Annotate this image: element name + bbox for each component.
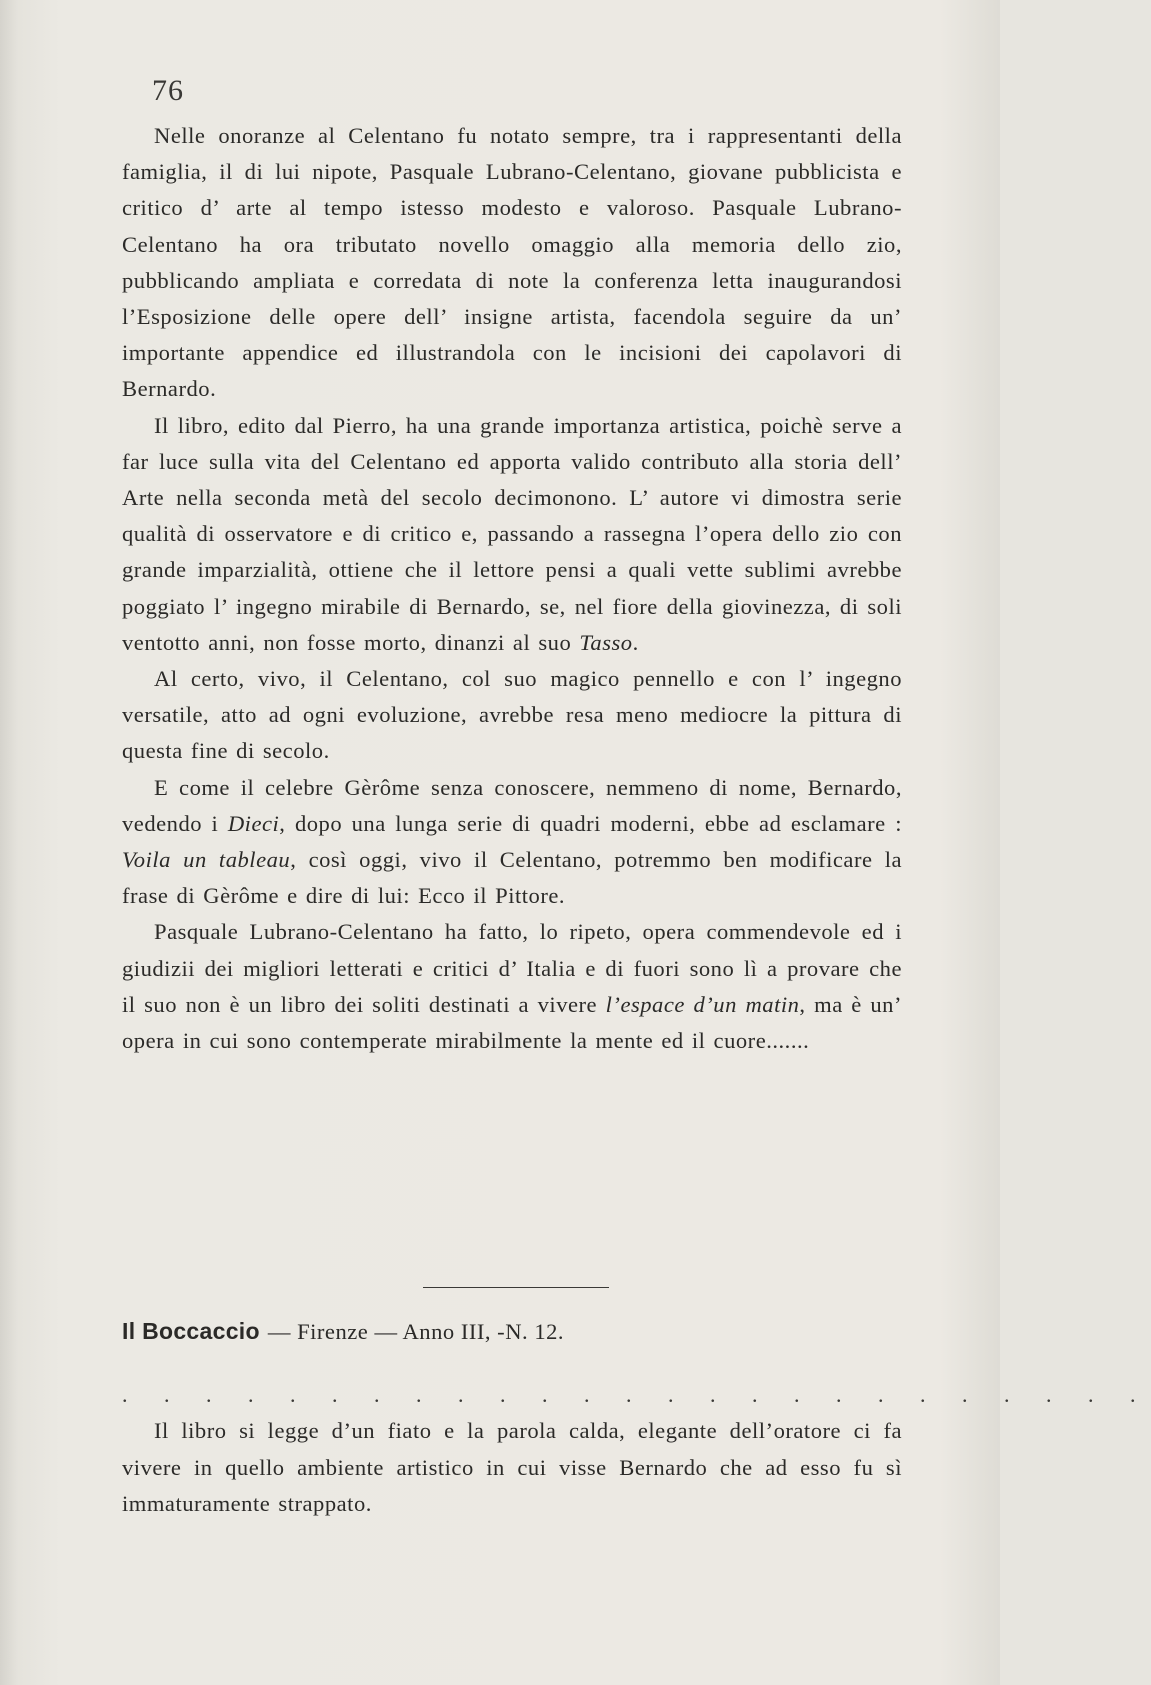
- paragraph-2: [122, 408, 902, 661]
- review-quote: [122, 1413, 902, 1523]
- paragraph-5-italic-a: l’espace d’un matin: [605, 991, 800, 1017]
- paragraph-5: [122, 914, 902, 1059]
- paragraph-1: Nelle onoranze al Celentano fu notato sempre, tra i rappresentanti della famiglia, il di lui nipote, Pasquale Lubrano-Celentano, giovane pubblicista e critico d’ arte al tempo istesso modesto e valoroso. Pasquale Lubrano-Celentano ha ora tributato novello omaggio alla memoria dello zio, pubblicando ampliata e corredata di note la conferenza letta inaugurandosi l’Esposizione delle opere dell’ insigne artista, facendola seguire da un’ importante appendice ed illustrandola con le incisioni dei capolavori di Bernardo.: [122, 123, 902, 402]
- ellipsis-row: . . . . . . . . . . . . . . . . . . . . . . . . .: [122, 1382, 1151, 1407]
- paragraph-5-text-b: , ma è un’ opera in cui sono contemperate mirabilmente la mente ed il cuore.......: [122, 991, 903, 1054]
- paragraph-4: [122, 770, 902, 915]
- paragraph-4-text-a: E come il celebre Gèrôme senza conoscere, nemmeno di nome, Bernardo, vedendo i: [122, 774, 902, 836]
- paragraph-2-end: .: [632, 629, 639, 655]
- review-paragraph: Il libro si legge d’un fiato e la parola calda, elegante dell’oratore ci fa vivere in quello ambiente artistico in cui visse Bernardo che ad esso fu sì immaturamente strappato.: [122, 1418, 902, 1516]
- article-body: [122, 118, 902, 1059]
- spine-shadow: [0, 0, 18, 1685]
- paragraph-2-text: Il libro, edito dal Pierro, ha una grande importanza artistica, poichè serve a far luce sulla vita del Celentano ed apporta valido contributo alla storia dell’ Arte nella seconda metà del secolo decimonono. L’ autore vi dimostra serie qualità di osservatore e di critico e, passando a rassegna l’opera dello zio con grande imparzialità, ottiene che il lettore pensi a quali vette sublimi avrebbe poggiato l’ ingegno mirabile di Bernardo, se, nel fiore della giovinezza, di soli ventotto anni, non fosse morto, dinanzi al suo: [122, 412, 902, 655]
- citation-details: — Firenze — Anno III, -N. 12.: [267, 1319, 565, 1344]
- citation-line: [122, 1318, 564, 1345]
- paragraph-3: Al certo, vivo, il Celentano, col suo magico pennello e con l’ ingegno versatile, atto ad ogni evoluzione, avrebbe resa meno mediocre la pittura di questa fine di secolo.: [122, 666, 902, 764]
- paragraph-2-italic-title: Tasso: [579, 629, 633, 655]
- paragraph-4-text-c: , così oggi, vivo il Celentano, potremmo ben modificare la frase di Gèrôme e dire di lui: Ecco il Pittore.: [122, 847, 902, 909]
- page-number: 76: [152, 74, 184, 107]
- paragraph-4-text-b: , dopo una lunga serie di quadri moderni, ebbe ad esclamare :: [279, 810, 902, 836]
- citation-source: Il Boccaccio: [122, 1318, 260, 1344]
- paragraph-4-italic-b: Voila un tableau: [122, 847, 291, 873]
- paragraph-4-italic-a: Dieci: [227, 810, 280, 836]
- section-divider: [423, 1287, 609, 1288]
- paragraph-5-text-a: Pasquale Lubrano-Celentano ha fatto, lo ripeto, opera commendevole ed i giudizii dei migliori letterati e critici d’ Italia e di fuori sono lì a provare che il suo non è un libro dei soliti destinati a vivere: [122, 919, 902, 1017]
